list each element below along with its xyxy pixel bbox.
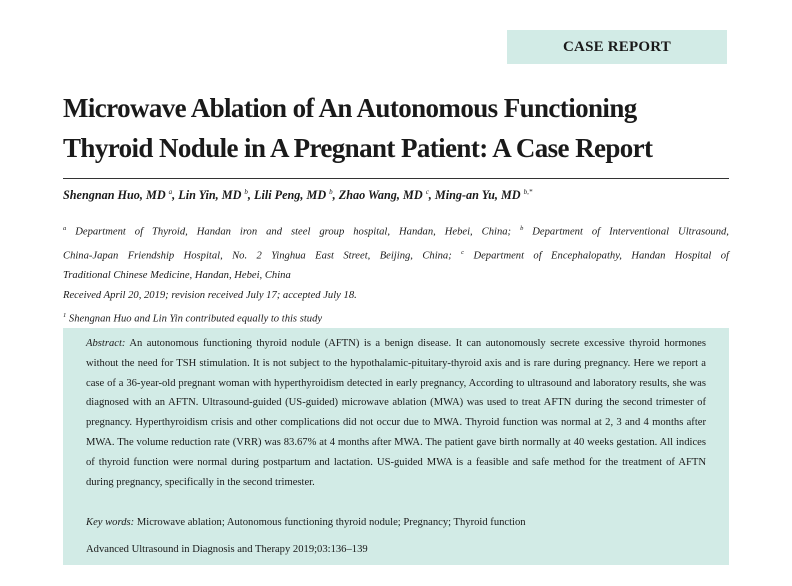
author-name: Lili Peng, MD <box>254 188 327 203</box>
footnote-mark-1: 1 <box>63 312 67 320</box>
title-divider <box>63 178 729 179</box>
equal-contribution-note <box>63 306 729 330</box>
author-affil-mark: a <box>168 188 173 196</box>
affiliation-text: Department of Encephalopathy, Handan Hospital of <box>473 250 729 262</box>
case-report-badge: CASE REPORT <box>507 30 727 64</box>
affiliation-text: Department of Thyroid, Handan iron and steel group hospital, Handan, Hebei, China; <box>75 226 512 238</box>
author-list <box>63 188 729 203</box>
keywords-label: Key words: <box>86 517 135 528</box>
author-separator: , <box>332 188 339 203</box>
author-name: Ming-an Yu, MD <box>434 188 521 203</box>
abstract-label: Abstract: <box>86 338 126 349</box>
keywords <box>86 515 706 531</box>
affiliation-line-1 <box>63 219 729 243</box>
abstract-text: An autonomous functioning thyroid nodule (AFTN) is a benign disease. It can autonomously secrete excessive thyroid hormones without the need for TSH stimulation. It is not subject to the hypothalamic-pituitary-thyroid axis and is rare during pregnancy. Here we report a case of a 36-year-old pregnant woman with hyperthyroidism detected in early pregnancy, According to ultrasound and laboratory results, she was diagnosed with an AFTN. Ultrasound-guided (US-guided) microwave ablation (MWA) was used to treat AFTN during the second trimester of pregnancy. Hyperthyroidism crisis and other complications did not occur due to MWA. Thyroid function was normal at 2, 3 and 4 months after MWA. The volume reduction rate (VRR) was 83.67% at 4 months after MWA. The patient gave birth normally at 40 weeks gestation. All indices of thyroid function were normal during postpartum and lactation. US-guided MWA is a feasible and safe method for the treatment of AFTN during pregnancy, specifically in the second trimester. <box>86 338 706 488</box>
title-line-2: Thyroid Nodule in A Pregnant Patient: A Case Report <box>63 133 653 163</box>
author-name: Zhao Wang, MD <box>338 188 423 203</box>
author-affil-mark: c <box>425 188 429 196</box>
affil-mark-a: a <box>63 225 67 232</box>
author-name: Shengnan Huo, MD <box>63 188 166 203</box>
affiliation-line-2 <box>63 243 729 267</box>
affiliation-text: Department of Interventional Ultrasound, <box>532 226 729 238</box>
author-separator: , <box>172 188 179 203</box>
article-title <box>63 88 743 168</box>
journal-citation: Advanced Ultrasound in Diagnosis and Therapy 2019;03:136–139 <box>86 544 368 555</box>
affil-mark-c: c <box>461 248 465 256</box>
author-affil-mark: b <box>329 188 333 196</box>
title-line-1: Microwave Ablation of An Autonomous Functioning <box>63 93 637 123</box>
affiliation-line-3: Traditional Chinese Medicine, Handan, Hebei, China <box>63 270 291 282</box>
author-separator: , <box>247 188 255 203</box>
affil-mark-b: b <box>520 225 524 232</box>
received-dates: Received April 20, 2019; revision received July 17; accepted July 18. <box>63 290 357 302</box>
affiliation-text: China-Japan Friendship Hospital, No. 2 Yinghua East Street, Beijing, China; <box>63 250 452 262</box>
abstract-box <box>63 328 729 565</box>
keywords-text: Microwave ablation; Autonomous functioning thyroid nodule; Pregnancy; Thyroid function <box>136 517 526 528</box>
author-affil-mark: b <box>244 188 248 196</box>
affiliations <box>63 219 729 330</box>
abstract-paragraph <box>86 334 706 492</box>
author-separator: , <box>428 188 435 203</box>
author-name: Lin Yin, MD <box>178 188 242 203</box>
author-affil-mark: b,* <box>523 188 533 196</box>
equal-contribution-text: Shengnan Huo and Lin Yin contributed equally to this study <box>68 313 323 325</box>
